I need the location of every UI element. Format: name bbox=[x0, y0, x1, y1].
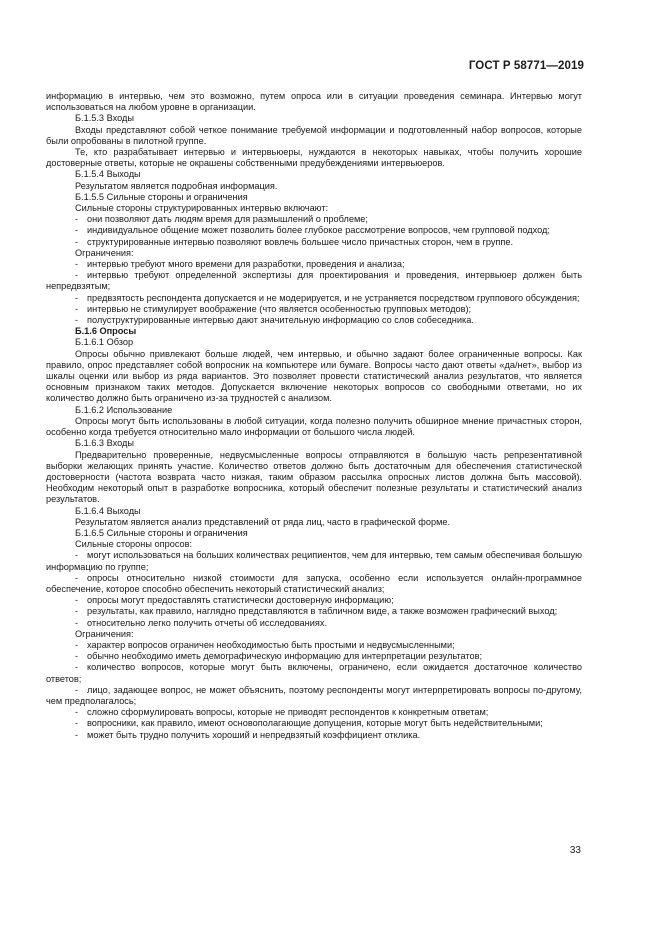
list-item bbox=[46, 662, 582, 684]
list-dash: - bbox=[75, 315, 79, 326]
list-item-text: результаты, как правило, наглядно представляются в табличном виде, а также возможен графический выход; bbox=[87, 606, 558, 617]
list-item-text: может быть трудно получить хороший и непредвзятый коэффициент отклика. bbox=[87, 729, 421, 740]
list-item-text: количество вопросов, которые могут быть включены, ограничено, если ожидается достаточное количество ответов; bbox=[46, 662, 582, 684]
list-item bbox=[46, 606, 582, 617]
list-dash: - bbox=[75, 550, 79, 561]
list-dash: - bbox=[75, 606, 79, 617]
list-dash: - bbox=[75, 684, 79, 695]
list-item-text: характер вопросов ограничен необходимостью быть простыми и недвусмысленными; bbox=[87, 639, 455, 650]
list-dash: - bbox=[75, 236, 79, 247]
section-heading: Б.1.5.5 Сильные стороны и ограничения bbox=[75, 191, 248, 202]
list-dash: - bbox=[75, 651, 79, 662]
list-item bbox=[46, 718, 582, 729]
list-item bbox=[46, 259, 582, 270]
paragraph: Опросы обычно привлекают больше людей, чем интервью, и обычно задают более ограниченные вопросы. Как правило, опрос представляет собой вопросник на компьютере или бумаге. Вопросы часто дают ответы «да/нет», выбор из шкалы оценки или выбор из ряда вариантов. Это позволяет провести статистический анализ результатов, что является основным признаком таких методов. Допускается включение некоторых вопросов со свободными ответами, но их количество должно быть ограничено из-за трудностей с анализом. bbox=[46, 348, 582, 404]
list-item-text: интервью требуют много времени для разработки, проведения и анализа; bbox=[87, 259, 405, 270]
list-item-text: предвзятость респондента допускается и не модерируется, и не устраняется посредством группового обсуждения; bbox=[87, 292, 580, 303]
list-item bbox=[46, 315, 582, 326]
list-item-text: могут использоваться на больших количествах реципиентов, чем для интервью, тем самым обеспечивая большую информацию по группе; bbox=[46, 550, 582, 572]
paragraph: Сильные стороны структурированных интервью включают: bbox=[75, 203, 329, 214]
list-item bbox=[46, 730, 582, 741]
paragraph: Результатом является анализ представлений от ряда лиц, часто в графической форме. bbox=[75, 516, 451, 527]
list-dash: - bbox=[75, 718, 79, 729]
list-dash: - bbox=[75, 729, 79, 740]
list-item-text: индивидуальное общение может позволить более глубокое рассмотрение вопросов, чем групповой подход; bbox=[87, 225, 550, 236]
paragraph: Опросы могут быть использованы в любой ситуации, когда полезно получить обширное мнение причастных сторон, особенно когда требуется относительно мало информации от большого числа людей. bbox=[46, 415, 582, 438]
list-item bbox=[46, 651, 582, 662]
paragraph: Те, кто разрабатывает интервью и интервьюеры, нуждаются в некоторых навыках, чтобы получить хорошие достоверные ответы, которые не окрашены собственными предубеждениями интервьюеров. bbox=[46, 147, 582, 169]
list-item bbox=[46, 685, 582, 707]
list-item-text: интервью не стимулирует воображение (что является особенностью групповых методов); bbox=[87, 303, 472, 314]
page-number: 33 bbox=[569, 845, 581, 856]
list-item-text: структурированные интервью позволяют вовлечь большее число причастных сторон, чем в группе. bbox=[87, 236, 514, 247]
section-heading: Б.1.6.4 Выходы bbox=[75, 505, 141, 516]
list-item bbox=[46, 573, 582, 595]
section-heading: Б.1.6.2 Использование bbox=[75, 404, 173, 415]
list-dash: - bbox=[75, 214, 79, 225]
list-dash: - bbox=[75, 639, 79, 650]
list-item bbox=[46, 640, 582, 651]
list-dash: - bbox=[75, 303, 79, 314]
list-item-text: они позволяют дать людям время для размышлений о проблеме; bbox=[87, 214, 368, 225]
list-item bbox=[46, 225, 582, 236]
document-body bbox=[46, 91, 582, 741]
section-heading: Б.1.6.5 Сильные стороны и ограничения bbox=[75, 527, 248, 538]
section-heading: Б.1.6 Опросы bbox=[75, 326, 137, 337]
list-item-text: лицо, задающее вопрос, не может объяснить, поэтому респонденты могут интерпретировать вопросы по-другому, чем предполагалось; bbox=[46, 684, 582, 706]
list-item-text: сложно сформулировать вопросы, которые не приводят респондентов к конкретным ответам; bbox=[87, 707, 489, 718]
list-dash: - bbox=[75, 662, 79, 673]
paragraph: Предварительно проверенные, недвусмысленные вопросы отправляются в большую часть репрезентативной выборки желающих принять участие. Количество ответов должно быть достаточным для обеспечения статистической достоверности (частота возврата часто низкая, таким образом рассылка опросных листов должна быть массовой). Необходим некоторый опыт в разработке вопросника, который обеспечит полезные результаты и статистический анализ результатов. bbox=[46, 449, 582, 505]
list-item bbox=[46, 304, 582, 315]
section-heading: Б.1.5.3 Входы bbox=[75, 113, 134, 124]
section-heading: Б.1.6.3 Входы bbox=[75, 438, 134, 449]
list-dash: - bbox=[75, 225, 79, 236]
list-item-text: полуструктурированные интервью дают значительную информацию со слов собеседника. bbox=[87, 315, 474, 326]
paragraph: Ограничения: bbox=[75, 247, 134, 258]
list-item-text: обычно необходимо иметь демографическую информацию для интерпретации результатов; bbox=[87, 651, 483, 662]
list-dash: - bbox=[75, 617, 79, 628]
section-heading: Б.1.6.1 Обзор bbox=[75, 337, 134, 348]
paragraph: Результатом является подробная информация. bbox=[75, 180, 278, 191]
list-item-text: вопросники, как правило, имеют основополагающие допущения, которые могут быть недействительными; bbox=[87, 718, 543, 729]
paragraph: Ограничения: bbox=[75, 628, 134, 639]
list-item-text: опросы относительно низкой стоимости для запуска, особенно если используется онлайн-программное обеспечение, которое способно обеспечить некоторый статистический анализ; bbox=[46, 572, 582, 594]
list-dash: - bbox=[75, 572, 79, 583]
list-dash: - bbox=[75, 595, 79, 606]
list-item bbox=[46, 595, 582, 606]
list-dash: - bbox=[75, 270, 79, 281]
list-item-text: интервью требуют определенной экспертизы для проектирования и проведения, интервьюер должен быть непредвзятым; bbox=[46, 270, 582, 292]
list-item-text: опросы могут предоставлять статистически достоверную информацию; bbox=[87, 595, 394, 606]
paragraph: Входы представляют собой четкое понимание требуемой информации и подготовленный набор вопросов, которые были опробованы в пилотной группе. bbox=[46, 124, 582, 146]
list-item bbox=[46, 550, 582, 572]
list-item bbox=[46, 293, 582, 304]
list-item-text: относительно легко получить отчеты об исследованиях. bbox=[87, 617, 327, 628]
list-item bbox=[46, 237, 582, 248]
list-item bbox=[46, 214, 582, 225]
list-dash: - bbox=[75, 707, 79, 718]
list-item bbox=[46, 618, 582, 629]
section-heading: Б.1.5.4 Выходы bbox=[75, 169, 141, 180]
standard-code-header: ГОСТ Р 58771—2019 bbox=[468, 60, 584, 72]
list-dash: - bbox=[75, 292, 79, 303]
paragraph: информацию в интервью, чем это возможно, путем опроса или в ситуации проведения семинара. Интервью могут использоваться на любом уровне в организации. bbox=[46, 91, 582, 113]
list-dash: - bbox=[75, 259, 79, 270]
list-item bbox=[46, 707, 582, 718]
paragraph: Сильные стороны опросов: bbox=[75, 539, 193, 550]
list-item bbox=[46, 270, 582, 292]
